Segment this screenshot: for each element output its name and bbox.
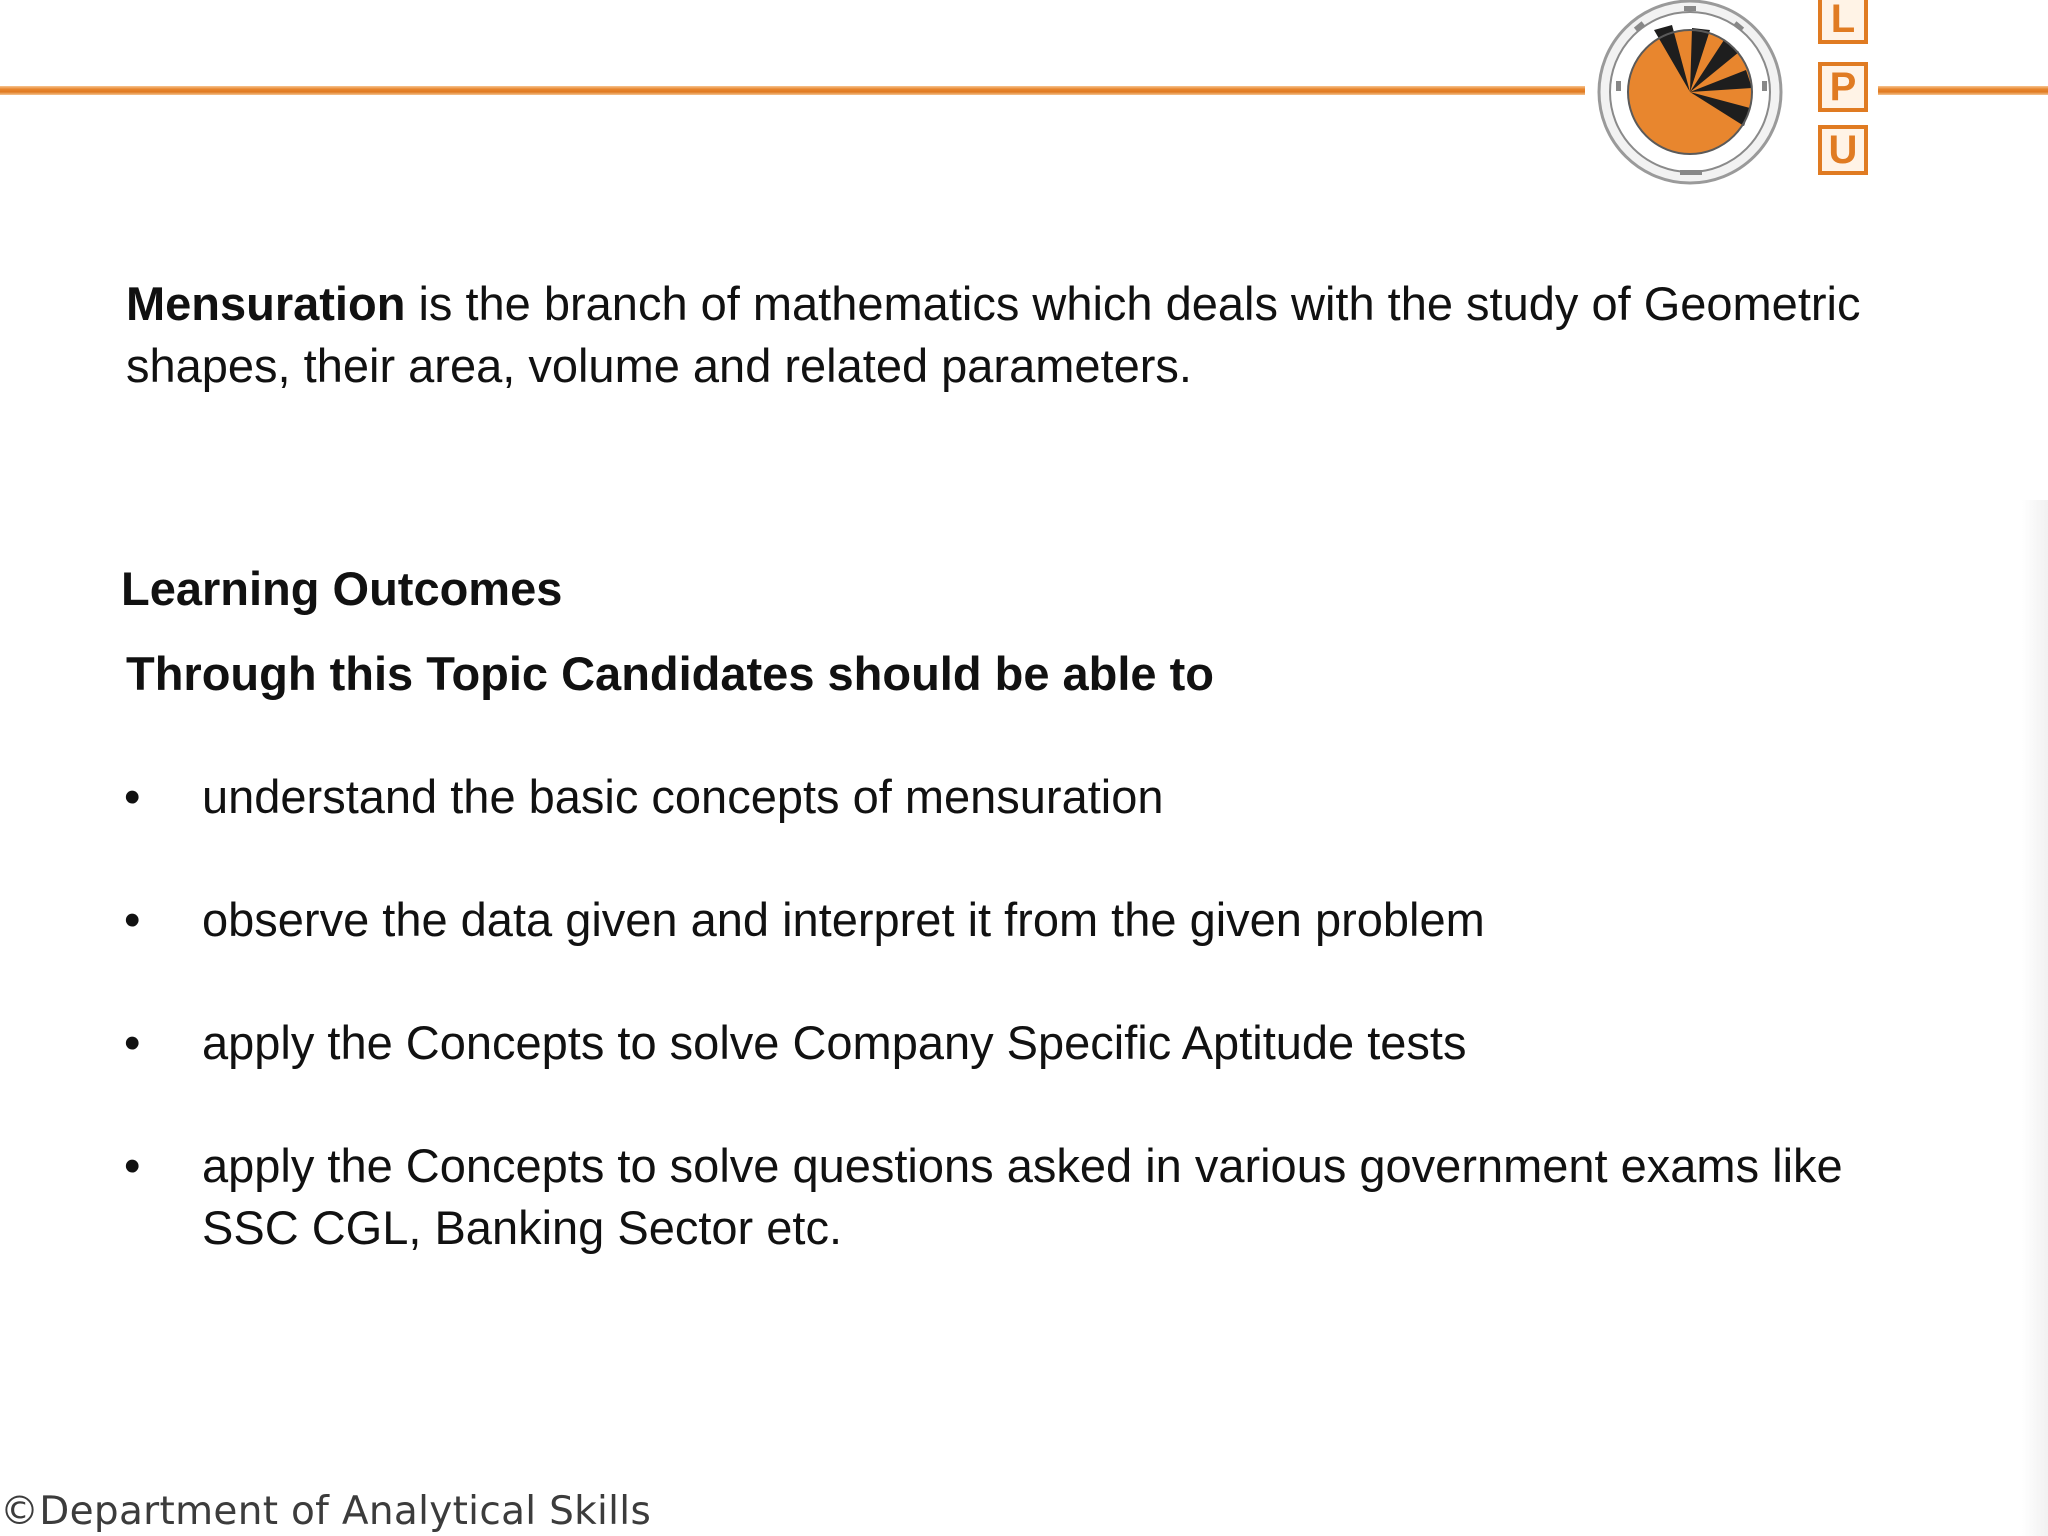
- bullet-icon: •: [124, 893, 141, 946]
- footer-copyright: ©Department of Analytical Skills: [0, 1489, 652, 1534]
- intro-term: Mensuration: [126, 277, 406, 330]
- list-item-text: observe the data given and interpret it from the given problem: [202, 893, 1485, 946]
- slide-edge-shadow: [2022, 500, 2048, 1536]
- university-logo: [1594, 0, 1884, 190]
- list-item-text: apply the Concepts to solve Company Specific Aptitude tests: [202, 1016, 1467, 1069]
- learning-outcomes-subheading: Through this Topic Candidates should be able to: [126, 647, 1214, 700]
- header-rule-left: [0, 86, 1585, 95]
- bullet-icon: •: [124, 1016, 141, 1069]
- bullet-icon: •: [124, 1139, 141, 1192]
- logo-letter-u: U: [1818, 125, 1868, 175]
- list-item-text: understand the basic concepts of mensuration: [202, 770, 1164, 823]
- intro-definition: is the branch of mathematics which deals with the study of Geometric shapes, their area, volume and related parameters.: [126, 277, 1861, 392]
- bullet-icon: •: [124, 770, 141, 823]
- header-rule-right: [1878, 86, 2048, 95]
- list-item-text: apply the Concepts to solve questions asked in various government exams like SSC CGL, Banking Sector etc.: [202, 1139, 1843, 1254]
- university-seal-icon: [1594, 0, 1794, 190]
- learning-outcomes-heading: Learning Outcomes: [121, 562, 563, 615]
- logo-letter-l: L: [1818, 0, 1868, 44]
- lpu-wordmark: [1810, 0, 1874, 175]
- intro-paragraph: [126, 273, 1926, 397]
- logo-letter-p: P: [1818, 62, 1868, 112]
